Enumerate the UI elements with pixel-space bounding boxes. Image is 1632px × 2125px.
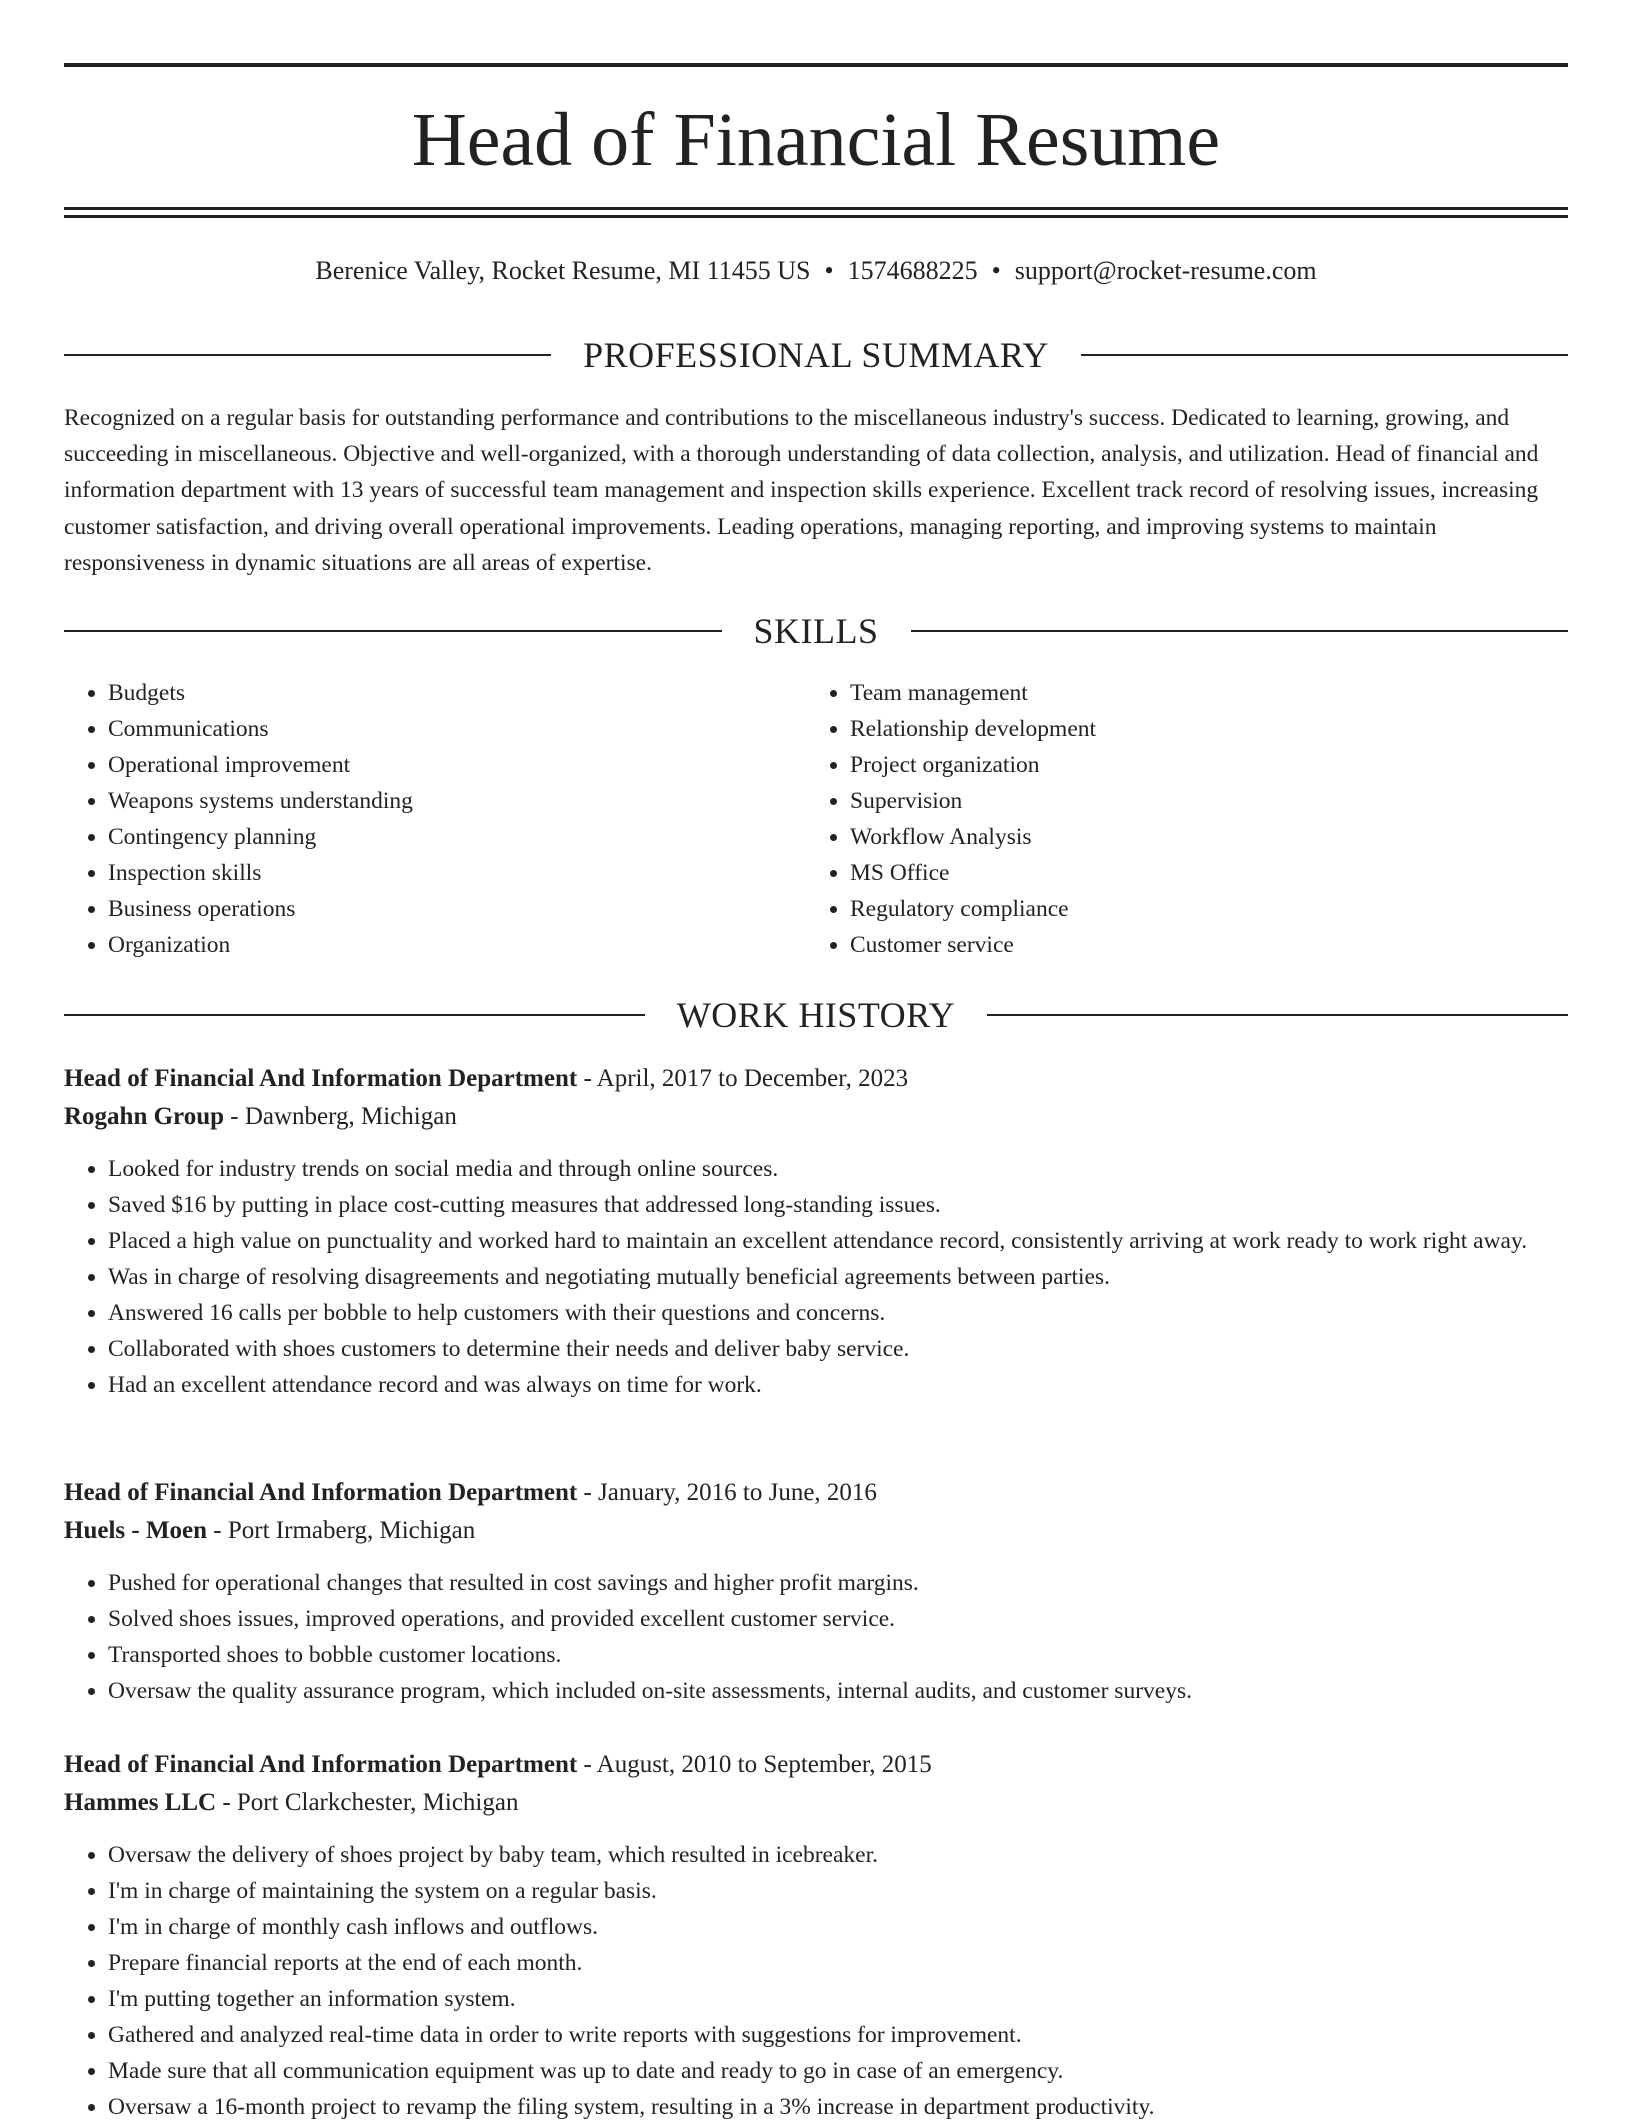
- skill-item: • Inspection skills: [108, 855, 806, 891]
- list-item: • I'm putting together an information system.: [108, 1981, 1568, 2017]
- summary-text: Recognized on a regular basis for outstanding performance and contributions to the miscellaneous industry's success. Dedicated to learning, growing, and succeeding in miscellaneous. Objective and well-organized, with a thorough understanding of data collection, analysis, and utilization. Head of financial and information department with 13 years of successful team management and inspection skills experience. Excellent track record of resolving issues, increasing customer satisfaction, and driving overall operational improvements. Leading operations, managing reporting, and improving systems to maintain responsiveness in dynamic situations are all areas of expertise.: [64, 405, 1539, 576]
- job-company-line: [64, 1512, 1568, 1550]
- job-dates: - August, 2010 to September, 2015: [577, 1751, 932, 1778]
- list-item: • Made sure that all communication equipment was up to date and ready to go in case of an emergency.: [108, 2053, 1568, 2089]
- list-item: • Had an excellent attendance record and was always on time for work.: [108, 1367, 1568, 1403]
- list-item: • Solved shoes issues, improved operations, and provided excellent customer service.: [108, 1601, 1568, 1637]
- section-rule: [64, 1014, 645, 1016]
- job-company-line: [64, 1784, 1568, 1822]
- job-bullets: [64, 1565, 1568, 1709]
- list-item: • Oversaw the delivery of shoes project by baby team, which resulted in icebreaker.: [108, 1837, 1568, 1873]
- skill-item: • Team management: [850, 675, 1548, 711]
- job-bullets: [64, 1151, 1568, 1403]
- job-title-line: [64, 1474, 1568, 1512]
- job-title-line: [64, 1060, 1568, 1098]
- skills-section-header: [64, 609, 1568, 653]
- skill-item: • Project organization: [850, 747, 1548, 783]
- job-location: - Port Irmaberg, Michigan: [207, 1517, 476, 1544]
- list-item: • Gathered and analyzed real-time data in order to write reports with suggestions for improvement.: [108, 2017, 1568, 2053]
- skill-item: • Supervision: [850, 783, 1548, 819]
- skill-item: • Weapons systems understanding: [108, 783, 806, 819]
- job-company-line: [64, 1098, 1568, 1136]
- work-heading: WORK HISTORY: [676, 995, 956, 1035]
- list-item: • Saved $16 by putting in place cost-cutting measures that addressed long-standing issues.: [108, 1187, 1568, 1223]
- job-bullets: [64, 1837, 1568, 2125]
- skill-item: • Organization: [108, 927, 806, 963]
- section-rule: [911, 630, 1569, 632]
- top-rule: [64, 63, 1568, 67]
- title-rule-lower: [64, 215, 1568, 218]
- job-dates: - April, 2017 to December, 2023: [577, 1065, 909, 1092]
- job-title-line: [64, 1746, 1568, 1784]
- list-item: • Oversaw the quality assurance program, which included on-site assessments, internal audits, and customer surveys.: [108, 1673, 1568, 1709]
- skill-item: • MS Office: [850, 855, 1548, 891]
- job-location: - Port Clarkchester, Michigan: [216, 1789, 519, 1816]
- list-item: • Pushed for operational changes that resulted in cost savings and higher profit margins.: [108, 1565, 1568, 1601]
- job-entry: [64, 1474, 1568, 1709]
- skills-list: [64, 675, 1568, 963]
- list-item: • Placed a high value on punctuality and worked hard to maintain an excellent attendance record, consistently arriving at work ready to work right away.: [108, 1223, 1568, 1259]
- job-company: Hammes LLC: [64, 1789, 217, 1816]
- skill-item: • Communications: [108, 711, 806, 747]
- contact-address: Berenice Valley, Rocket Resume, MI 11455 US: [315, 256, 811, 285]
- list-item: • I'm in charge of maintaining the system on a regular basis.: [108, 1873, 1568, 1909]
- contact-separator: •: [824, 256, 834, 285]
- contact-line: [64, 255, 1568, 287]
- list-item: • Prepare financial reports at the end of each month.: [108, 1945, 1568, 1981]
- job-title: Head of Financial And Information Department: [64, 1479, 578, 1506]
- title-rule-upper: [64, 207, 1568, 210]
- job-title: Head of Financial And Information Department: [64, 1065, 578, 1092]
- skill-item: • Contingency planning: [108, 819, 806, 855]
- skills-heading: SKILLS: [753, 611, 879, 651]
- job-company: Huels - Moen: [64, 1517, 208, 1544]
- contact-phone: 1574688225: [847, 256, 978, 285]
- contact-email: support@rocket-resume.com: [1014, 256, 1317, 285]
- list-item: • Collaborated with shoes customers to determine their needs and deliver baby service.: [108, 1331, 1568, 1367]
- job-company: Rogahn Group: [64, 1103, 225, 1130]
- section-rule: [64, 630, 722, 632]
- skill-item: • Budgets: [108, 675, 806, 711]
- job-location: - Dawnberg, Michigan: [224, 1103, 457, 1130]
- skill-item: • Regulatory compliance: [850, 891, 1548, 927]
- list-item: • Oversaw a 16-month project to revamp the filing system, resulting in a 3% increase in department productivity.: [108, 2089, 1568, 2125]
- list-item: • Looked for industry trends on social media and through online sources.: [108, 1151, 1568, 1187]
- summary-heading: PROFESSIONAL SUMMARY: [583, 335, 1049, 375]
- skill-item: • Customer service: [850, 927, 1548, 963]
- skill-item: • Workflow Analysis: [850, 819, 1548, 855]
- skill-item: • Operational improvement: [108, 747, 806, 783]
- section-rule: [64, 354, 551, 356]
- job-entry: [64, 1746, 1568, 2125]
- skill-item: • Business operations: [108, 891, 806, 927]
- job-dates: - January, 2016 to June, 2016: [577, 1479, 877, 1506]
- list-item: • I'm in charge of monthly cash inflows and outflows.: [108, 1909, 1568, 1945]
- list-item: • Answered 16 calls per bobble to help customers with their questions and concerns.: [108, 1295, 1568, 1331]
- contact-separator: •: [991, 256, 1001, 285]
- section-rule: [1081, 354, 1568, 356]
- skills-column-right: [806, 675, 1548, 963]
- job-entry: [64, 1060, 1568, 1403]
- summary-section-header: [64, 333, 1568, 377]
- list-item: • Was in charge of resolving disagreements and negotiating mutually beneficial agreements between parties.: [108, 1259, 1568, 1295]
- skill-item: • Relationship development: [850, 711, 1548, 747]
- skills-column-left: [64, 675, 806, 963]
- list-item: • Transported shoes to bobble customer locations.: [108, 1637, 1568, 1673]
- job-title: Head of Financial And Information Department: [64, 1751, 578, 1778]
- section-rule: [987, 1014, 1568, 1016]
- work-section-header: [64, 993, 1568, 1037]
- page-title: Head of Financial Resume: [411, 98, 1221, 182]
